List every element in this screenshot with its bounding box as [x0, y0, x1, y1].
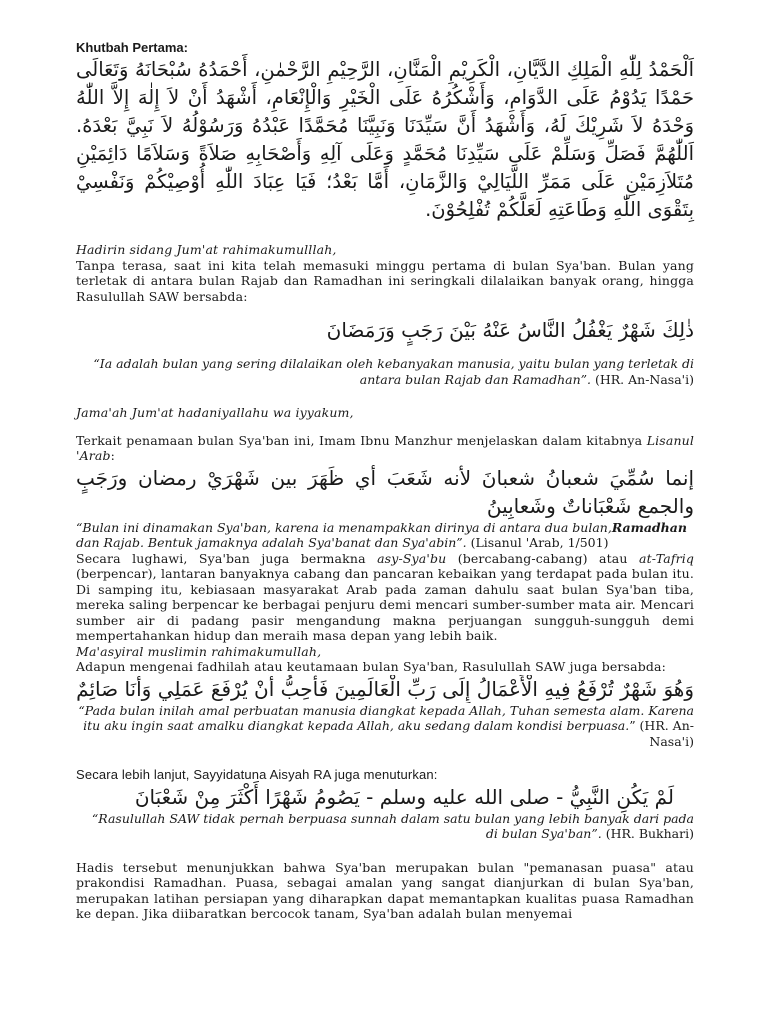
paragraph-lughawi-c: (berpencar), lantaran banyaknya cabang dan pancaran kebaikan yang terdapat pada bulan itu. Di samping itu, kebiasaan masyarakat Arab pada zaman dahulu saat bulan Sya'ban tiba, mereka saling berpencar ke berbagai penjuru demi mencari sumber-sumber mata air. Mencari sumber air di padang pasir mengandung makna perjuangan sungguh-sungguh demi mempertahankan hidup dan meraih masa depan yang lebih baik.: [76, 566, 694, 643]
hadith-3-translation: “Rasulullah SAW tidak pernah berpuasa sunnah dalam satu bulan yang lebih banyak dari pada di bulan Sya'ban”.: [91, 810, 694, 841]
opening-arabic-text: اَلْحَمْدُ لِلّٰهِ الْمَلِكِ الدَّيَّانِ، الْكَرِيْمِ الْمَنَّانِ، الرَّحِيْمِ الرَّحْمٰنِ، أَحْمَدُهُ سُبْحَانَهُ وَتَعَالَى حَمْدًا يَدُوْمُ عَلَى الدَّوَامِ، وَأَشْكُرُهُ عَلَى الْخَيْرِ وَالْإِنْعَامِ، أَشْهَدُ أَنْ لاَ إِلٰهَ إِلاَّ اللّٰهُ وَحْدَهُ لاَ شَرِيْكَ لَهُ، وَأَشْهَدُ أَنَّ سَيِّدَنَا وَنَبِيَّنَا مُحَمَّدًا عَبْدُهُ وَرَسُوْلُهُ لاَ نَبِيَّ بَعْدَهُ. اَللّٰهُمَّ فَصَلِّ وَسَلِّمْ عَلَى سَيِّدِنَا مُحَمَّدٍ وَعَلَى آلِهِ وَأَصْحَابِهِ صَلاَةً وَسَلاَمًا دَائِمَيْنِ مُتَلاَزِمَيْنِ عَلَى مَمَرِّ اللَّيَالِيْ وَالزَّمَانِ، أَمَّا بَعْدُ؛ فَيَا عِبَادَ اللّٰهِ أُوْصِيْكُمْ وَنَفْسِيْ بِتَقْوَى اللّٰهِ وَطَاعَتِهِ لَعَلَّكُمْ تُفْلِحُوْنَ.: [76, 58, 694, 221]
paragraph-aisyah: Secara lebih lanjut, Sayyidatuna Aisyah RA juga menuturkan:: [76, 767, 438, 782]
paragraph-lughawi: [76, 551, 694, 644]
hadith-1-translation: “Ia adalah bulan yang sering dilalaikan oleh kebanyakan manusia, yaitu bulan yang terletak di antara bulan Rajab dan Ramadhan”.: [93, 356, 694, 387]
lisan-arabic-text: إنما سُمِّيَ شعبانُ شعبانَ لأنه شَعَبَ أي ظَهَرَ بين شَهْرَيْ رمضان ورَجَبٍ والجمع شَعْبَاناتٌ وشَعابِينُ: [76, 465, 694, 518]
paragraph-lisanul-arab: [76, 433, 694, 464]
salutation-jamaah: Jama'ah Jum'at hadaniyallahu wa iyyakum,: [76, 405, 354, 420]
hadith-3-translation-block: [76, 811, 694, 842]
hadith-2-translation-block: [76, 703, 694, 750]
lisan-source: (Lisanul 'Arab, 1/501): [470, 535, 609, 550]
paragraph-pemanasan-puasa: Hadis tersebut menunjukkan bahwa Sya'ban merupakan bulan "pemanasan puasa" atau prakondisi Ramadhan. Puasa, sebagai amalan yang sangat dianjurkan di bulan Sya'ban, merupakan latihan persiapan yang diharapkan dapat memantapkan kualitas puasa Ramadhan ke depan. Jika diibaratkan bercocok tanam, Sya'ban adalah bulan menyemai: [76, 859, 694, 921]
paragraph-fadhilah: Adapun mengenai fadhilah atau keutamaan bulan Sya'ban, Rasulullah SAW juga bersabda:: [76, 659, 666, 674]
hadith-3-arabic: لَمْ يَكُنِ النَّبِيُّ - صلى الله عليه وسلم - يَصُومُ شَهْرًا أَكْثَرَ مِنْ شَعْبَانَ: [134, 784, 674, 809]
hadith-1-translation-block: [76, 356, 694, 387]
paragraph-lughawi-a: Secara lughawi, Sya'ban juga bermakna: [76, 550, 366, 566]
term-at-tafriq: at-Tafriq: [639, 550, 695, 566]
hadith-3-source: (HR. Bukhari): [605, 826, 694, 841]
paragraph-lughawi-b: (bercabang-cabang) atau: [457, 550, 628, 566]
paragraph-sya-ban-intro: Tanpa terasa, saat ini kita telah memasuki minggu pertama di bulan Sya'ban. Bulan yang terletak di antara bulan Rajab dan Ramadhan ini seringkali dilalaikan banyak orang, hingga Rasulullah SAW bersabda:: [76, 257, 694, 304]
paragraph-colon: :: [110, 448, 116, 463]
lisan-translation-part-c: dan Rajab. Bentuk jamaknya adalah Sya'banat dan Sya'abin”.: [76, 535, 467, 550]
book-title: Lisanul 'Arab: [76, 432, 695, 463]
hadith-2-arabic: وَهُوَ شَهْرٌ تُرْفَعُ فِيهِ الْأَعْمَالُ إِلَى رَبِّ الْعَالَمِينَ فَأُحِبُّ أَنْ يُرْفَعَ عَمَلِي وَأَنَا صَائِمٌ: [76, 676, 694, 701]
salutation-hadirin: Hadirin sidang Jum'at rahimakumulllah,: [76, 242, 337, 257]
hadith-2-translation: “Pada bulan inilah amal perbuatan manusia diangkat kepada Allah, Tuhan semesta alam. Karena itu aku ingin saat amalku diangkat kepada Allah, aku sedang dalam kondisi berpuasa.: [78, 702, 694, 733]
paragraph-lisanul-arab-text: Terkait penamaan bulan Sya'ban ini, Imam Ibnu Manzhur menjelaskan dalam kitabnya: [76, 432, 643, 448]
hadith-1-arabic: ذٰلِكَ شَهْرٌ يَغْفُلُ النَّاسُ عَنْهُ بَيْنَ رَجَبٍ وَرَمَضَانَ: [326, 318, 694, 342]
section-heading: Khutbah Pertama:: [76, 40, 188, 55]
term-asy-syabu: asy-Sya'bu: [377, 550, 447, 566]
lisan-translation-part-a: “Bulan ini dinamakan Sya'ban, karena ia menampakkan dirinya di antara dua bulan,: [76, 519, 612, 535]
hadith-1-source: (HR. An-Nasa'i): [594, 371, 694, 387]
hadith-2-source: ” (HR. An-Nasa'i): [629, 718, 694, 749]
lisan-translation-ramadhan: Ramadhan: [611, 519, 687, 535]
lisan-translation-block: [76, 520, 694, 551]
salutation-maasyiral: Ma'asyiral muslimin rahimakumullah,: [76, 643, 322, 659]
